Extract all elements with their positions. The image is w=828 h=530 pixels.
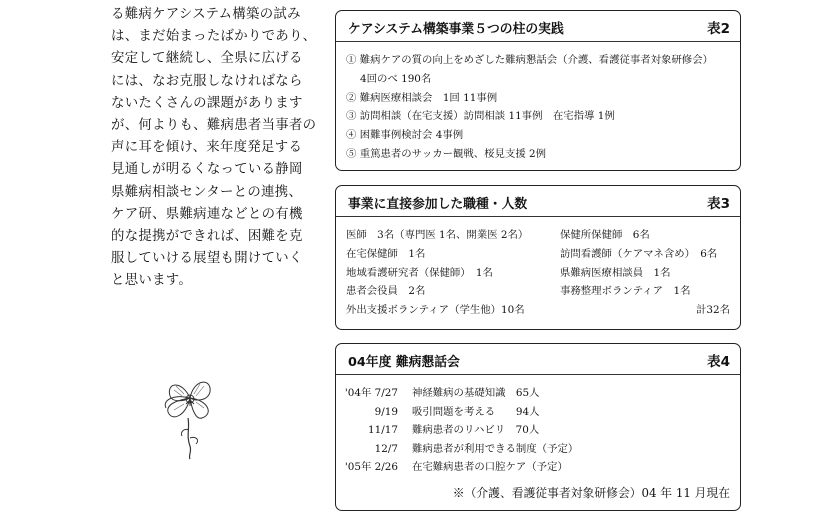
table2-label: 表2 bbox=[707, 21, 730, 37]
body-line: 安定して継続し、全県に広げる bbox=[111, 51, 303, 67]
event-date: 12/7 bbox=[374, 442, 398, 455]
body-line: には、なお克服しなければなら bbox=[111, 73, 303, 89]
table-row bbox=[346, 245, 730, 264]
event-date: 9/19 bbox=[374, 405, 398, 418]
table-row bbox=[346, 264, 730, 283]
body-paragraph bbox=[111, 4, 317, 293]
event-row bbox=[342, 384, 730, 403]
table3-label: 表3 bbox=[707, 196, 730, 212]
table2-title: ケアシステム構築事業５つの柱の実践 bbox=[348, 22, 564, 37]
staff-cell: 在宅保健師 1名 bbox=[346, 247, 426, 260]
table2-header bbox=[336, 11, 740, 42]
event-text: 吸引問題を考える 94人 bbox=[412, 405, 540, 418]
list-item: ② 難病医療相談会 1回 11事例 bbox=[346, 91, 498, 104]
staff-cell: 外出支援ボランティア（学生他）10名 bbox=[346, 304, 525, 317]
table3-grid bbox=[346, 226, 730, 320]
event-row bbox=[342, 440, 730, 459]
list-item: ⑤ 重篤患者のサッカー観戦、桜見支援 2例 bbox=[346, 147, 547, 160]
table4-box bbox=[335, 343, 741, 511]
body-line: と思います。 bbox=[111, 273, 193, 289]
event-text: 難病患者のリハビリ 70人 bbox=[412, 424, 540, 437]
table3-header bbox=[336, 186, 740, 217]
event-date: 11/17 bbox=[368, 424, 398, 437]
staff-cell: 事務整理ボランティア 1名 bbox=[560, 285, 691, 298]
body-line: ないたくさんの課題があります bbox=[111, 95, 303, 111]
table4-title: 04年度 難病懇話会 bbox=[348, 355, 460, 370]
event-text: 神経難病の基礎知識 65人 bbox=[412, 387, 540, 399]
table2-box bbox=[335, 10, 741, 171]
body-line: が、何よりも、難病患者当事者の bbox=[111, 118, 317, 134]
event-text: 難病患者が利用できる制度（予定） bbox=[412, 442, 579, 455]
table3-title: 事業に直接参加した職種・人数 bbox=[348, 197, 528, 212]
body-line: ケア研、県難病連などとの有機 bbox=[111, 206, 303, 222]
body-line: 県難病相談センターとの連携、 bbox=[111, 184, 303, 200]
body-line: 声に耳を傾け、来年度発足する bbox=[111, 140, 303, 156]
staff-cell: 地域看護研究者（保健師） 1名 bbox=[346, 266, 493, 279]
body-line: 見通しが明るくなっている静岡 bbox=[111, 162, 303, 178]
event-row bbox=[342, 403, 730, 422]
list-item: ④ 困難事例検討会 4事例 bbox=[346, 129, 464, 142]
table-row bbox=[346, 301, 730, 320]
total-count: 計32名 bbox=[695, 304, 730, 317]
event-row bbox=[342, 458, 730, 477]
event-date: '04年 7/27 bbox=[344, 387, 398, 399]
table2-list bbox=[346, 51, 732, 164]
table4-note: ※（介護、看護従事者対象研修会）04 年 11 月現在 bbox=[452, 486, 730, 500]
list-item: ③ 訪問相談（在宅支援）訪問相談 11事例 在宅指導 1例 bbox=[346, 110, 615, 123]
event-text: 在宅難病患者の口腔ケア（予定） bbox=[412, 461, 568, 474]
body-line: 服していける展望も開けていく bbox=[111, 251, 303, 267]
list-item: 4回のべ 190名 bbox=[360, 72, 432, 85]
event-date: '05年 2/26 bbox=[344, 461, 398, 474]
table4-label: 表4 bbox=[707, 354, 730, 370]
table4-header bbox=[336, 344, 740, 375]
list-item: ① 難病ケアの質の向上をめざした難病懇話会（介護、看護従事者対象研修会） bbox=[346, 54, 713, 66]
staff-cell: 患者会役員 2名 bbox=[346, 285, 426, 298]
table-row bbox=[346, 282, 730, 301]
staff-cell: 保健所保健師 6名 bbox=[560, 229, 650, 241]
staff-cell: 医師 3名（専門医 1名、開業医 2名） bbox=[346, 229, 529, 241]
body-line: 的な提携ができれば、困難を克 bbox=[111, 229, 303, 245]
body-line: は、まだ始まったばかりであり、 bbox=[111, 29, 317, 45]
flower-sketch-icon bbox=[160, 370, 220, 460]
event-row bbox=[342, 421, 730, 440]
table4-events bbox=[342, 384, 730, 477]
staff-cell: 県難病医療相談員 1名 bbox=[560, 266, 671, 279]
body-line: る難病ケアシステム構築の試み bbox=[111, 7, 301, 22]
table-row bbox=[346, 226, 730, 245]
table3-box bbox=[335, 185, 741, 330]
staff-cell: 訪問看護師（ケアマネ含め） 6名 bbox=[560, 247, 718, 260]
